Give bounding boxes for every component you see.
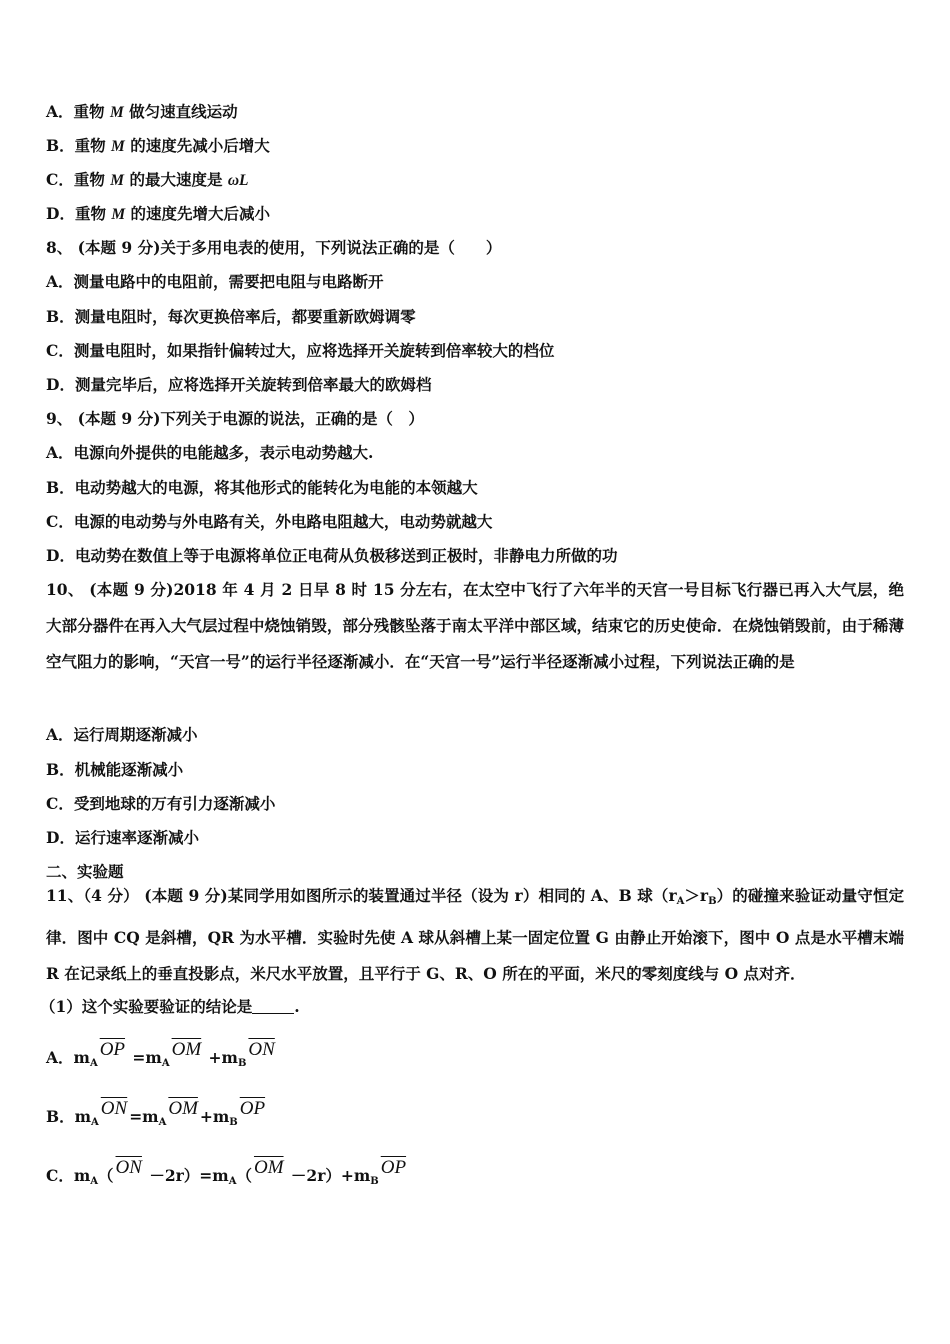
q7-option-b: B．重物 M 的速度先减小后增大 xyxy=(46,136,270,155)
q10-option-d: D．运行速率逐渐减小 xyxy=(46,828,199,847)
q10-stem: 10、 (本题 9 分)2018 年 4 月 2 日早 8 时 15 分左右，在太空中飞行了六年半的天宫一号目标飞行器已再入大气层，绝大部分器件在再入大气层过程中烧蚀销毁，部分残骸坠落于南太平洋中部区域，结束它的历史使命．在烧蚀销毁前，由于稀薄空气阻力的影响，“天宫一号”的运行半径逐渐减小．在“天宫一号”运行半径逐渐减小过程，下列说法正确的是 xyxy=(46,580,904,671)
q10-option-a: A．运行周期逐渐减小 xyxy=(46,725,198,744)
q8-stem: 8、 (本题 9 分)关于多用电表的使用，下列说法正确的是（ ） xyxy=(46,238,502,257)
section-heading: 二、实验题 xyxy=(46,862,124,881)
q9-stem: 9、 (本题 9 分)下列关于电源的说法，正确的是（ ） xyxy=(46,409,424,428)
q9-option-b: B．电动势越大的电源，将其他形式的能转化为电能的本领越大 xyxy=(46,478,478,497)
q10-option-b: B．机械能逐渐减小 xyxy=(46,760,184,779)
q11-option-b: B．$m_A\overline{ON} =m_A\overline{OM} +m_B\overline{OP}$ xyxy=(46,1098,266,1128)
q8-option-a: A．测量电路中的电阻前，需要把电阻与电路断开 xyxy=(46,272,384,291)
q8-option-c: C．测量电阻时，如果指针偏转过大，应将选择开关旋转到倍率较大的档位 xyxy=(46,341,555,360)
q11-subquestion-1: （1）这个实验要验证的结论是 . xyxy=(40,997,300,1016)
answer-blank[interactable] xyxy=(252,999,294,1014)
q9-option-c: C．电源的电动势与外电路有关，外电路电阻越大，电动势就越大 xyxy=(46,512,493,531)
q10-option-c: C．受到地球的万有引力逐渐减小 xyxy=(46,794,276,813)
q7-option-d: D．重物 M 的速度先增大后减小 xyxy=(46,204,271,223)
q7-option-a: A．重物 M 做匀速直线运动 xyxy=(46,102,238,121)
q7-option-c: C．重物 M 的最大速度是 ωL xyxy=(46,170,249,189)
q8-option-b: B．测量电阻时，每次更换倍率后，都要重新欧姆调零 xyxy=(46,307,416,326)
q9-option-d: D．电动势在数值上等于电源将单位正电荷从负极移送到正极时，非静电力所做的功 xyxy=(46,546,618,565)
q11-stem: 11、（4 分） (本题 9 分)某同学用如图所示的装置通过半径（设为 r）相同的 A、B 球$(r_A>r_B)$的碰撞来验证动量守恒定律．图中 CQ 是斜槽，QR 为水平槽．实验时先使 A 球从斜槽上某一固定位置 G 由静止开始滚下，图中 O 点是水平槽末端 R 在记录纸上的垂直投影点，米尺水平放置，且平行于 G、R、O 所在的平面，米尺的零刻度线与 O 点对齐． xyxy=(46,886,904,983)
q9-option-a: A．电源向外提供的电能越多，表示电动势越大. xyxy=(46,443,374,462)
q11-option-a: A．$m_A\overline{OP} =m_A\overline{OM} +m_B\overline{ON}$ xyxy=(46,1039,275,1069)
q11-option-c: C．$m_A$（ $\overline{ON} -2r)=m_A$（ $\overline{OM} -2r)+m_B\overline{OP}$ xyxy=(46,1157,407,1187)
q8-option-d: D．测量完毕后，应将选择开关旋转到倍率最大的欧姆档 xyxy=(46,375,432,394)
